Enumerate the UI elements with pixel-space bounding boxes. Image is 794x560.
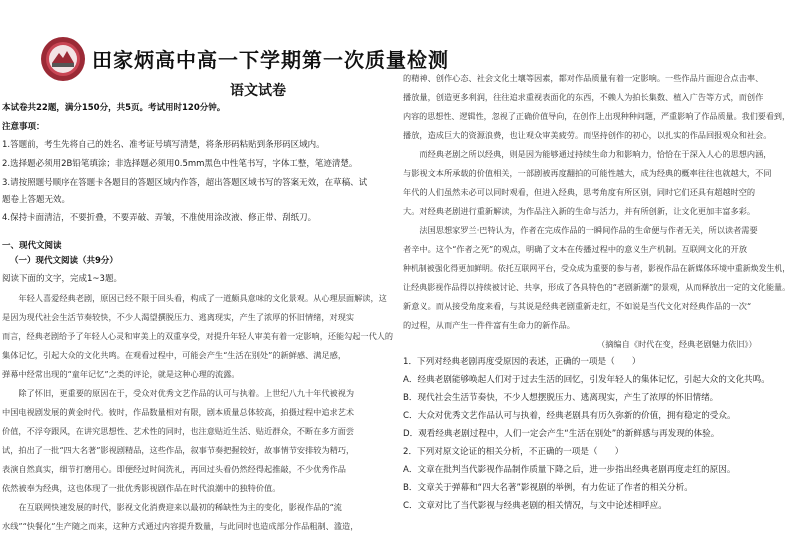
section-subheading: （一）现代文阅读（共9分）: [10, 256, 118, 266]
passage-line: 的过程，从而产生一件件富有生命力的新作品。: [403, 320, 575, 330]
passage-line: 新意义。而从接受角度来看，与其说是经典老剧重新走红，不如说是当代文化对经典作品的一次“: [403, 301, 752, 311]
instruction: 阅读下面的文字，完成1~3题。: [2, 274, 122, 284]
notice-item: 1.答题前，考生先将自己的姓名、准考证号填写清楚，将条形码粘贴到条形码区域内。: [2, 140, 325, 150]
passage-line: 而言，经典老剧给予了年轻人心灵和审美上的双重享受，对提升年轻人审美有着一定影响，还能勾起一代人的: [2, 331, 394, 341]
passage-line: 是因为现代社会生活节奏较快，不少人渴望撰脱压力、逃离现实，产生了浓厚的怀旧情绪，对现实: [2, 312, 355, 322]
question-1-option-a: A．经典老剧能够唤起人们对于过去生活的回忆，引发年轻人的集体记忆，引起大众的文化共鸣。: [403, 375, 770, 385]
passage-line: 中国电视剧发展的黄金时代。彼时，作品数量相对有限，剧本质量总体较高，拍摄过程中追求艺术: [2, 407, 355, 417]
passage-line: 水线”“快餐化”生产随之而来，这种方式通过内容提升数量，与此同时也造成部分作品粗制、滥造，: [2, 521, 359, 531]
passage-line: 种机制被强化得更加鲜明。依托互联网平台，受众成为重要的参与者，影视作品在新媒体环境中重新焕发生机，: [403, 263, 791, 273]
notice-heading: 注意事项：: [2, 122, 45, 132]
question-1-option-c: C．大众对优秀文艺作品认可与执着，经典老剧具有历久弥新的价值，拥有稳定的受众。: [403, 411, 736, 421]
section-heading: 一、现代文阅读: [2, 241, 62, 251]
passage-line: 价值，不浮夸跟风，在讲究思想性、艺术性的同时，也注意贴近生活、贴近群众，不断在多方面尝: [2, 426, 355, 436]
passage-line: 者辛中。这个“作者之死”的观点，明确了文本在传播过程中的意义生产机制。互联网文化的开放: [403, 244, 748, 254]
passage-line: 大。对经典老剧进行重新解读，为作品注入新的生命与活力，并有所创新，让文化更加丰富多彩。: [403, 206, 756, 216]
passage-line: 在互联网快速发展的时代，影视文化消费迎来以最初的稀缺性为主的变化，影视作品的“流: [2, 502, 342, 512]
passage-line: 内容的思想性、逻辑性，忽视了正确价值导向，在创作上出现种种问题，严重影响了作品质量。我们要看到，: [403, 111, 791, 121]
notice-item: 题卷上答题无效。: [2, 195, 71, 205]
passage-line: 让经典影视作品得以持续被讨论、共享，形成了各具特色的“老剧新潮”的景观，从而释放出一定的文化能量。: [403, 282, 791, 292]
question-2-option-c: C．文章对比了当代影视与经典老剧的相关情况，与文中论述相呼应。: [403, 501, 667, 511]
right-column: [397, 0, 794, 560]
passage-line: 除了怀旧，更重要的原因在于，受众对优秀文艺作品的认可与执着。上世纪八九十年代被视为: [2, 388, 355, 398]
passage-line: 的精神、创作心态、社会文化土壤等因素，都对作品质量有着一定影响。一些作品片面迎合点击率、: [403, 73, 764, 83]
question-1-option-b: B．现代社会生活节奏快，不少人想摆脱压力、逃离现实，产生了浓厚的怀旧情绪。: [403, 393, 719, 403]
passage-line: 表演自然真实，细节打磨用心。即便经过时间洗礼，再回过头看仍然经得起推敲，不少优秀作品: [2, 464, 346, 474]
question-2-option-b: B．文章关于弹幕和“四大名著”影视剧的举例，有力佐证了作者的相关分析。: [403, 483, 693, 493]
passage-line: 播放，造成巨大的资源浪费，也让观众审美疲劳。而坚持创作的初心，以扎实的作品回报观众和社会。: [403, 130, 772, 140]
question-2-option-a: A．文章在批判当代影视作品制作质量下降之后，进一步指出经典老剧再度走红的原因。: [403, 465, 736, 475]
question-1-stem: 1．下列对经典老剧再度受原因的表述，正确的一项是（ ）: [403, 357, 641, 367]
passage-line: 法国思想家罗兰·巴特认为，作者在完成作品的一瞬间作品的生命便与作者无关，所以读者需要: [403, 225, 758, 235]
notice-item: 3.请按照题号顺序在答题卡各题目的答题区域内作答，超出答题区域书写的答案无效，在草稿、试: [2, 178, 368, 188]
passage-line: 而经典老剧之所以经典，则是因为能够通过持续生命力和影响力，恰恰在于深入人心的思想内涵，: [403, 149, 772, 159]
passage-line: 集体记忆，引起大众的文化共鸣。在观看过程中，可能会产生“生活在别处”的新鲜感、满足感，: [2, 350, 347, 360]
question-2-stem: 2．下列对原文论证的相关分析，不正确的一项是（ ）: [403, 447, 624, 457]
passage-line: 播放量，创造更多利润，往往追求重视表面化的东西，不赖人为拍长集数、植入广告等方式，而创作: [403, 92, 764, 102]
passage-line: 弹幕中经常出现的“童年记忆”之类的评论，就是这种心理的流露。: [2, 369, 240, 379]
school-logo-icon: [40, 36, 86, 82]
passage-line: 年代的人们虽然未必可以同时观看，但进入经典，思考角度有所区别，同时它们还具有超越时空的: [403, 187, 756, 197]
passage-source: （摘编自《时代在变，经典老剧魅力依旧》）: [597, 339, 757, 349]
passage-line: 试，拍出了一批“四大名著”影视剧精品，这些作品，叙事节奏把握较好，故事情节安排较为精巧，: [2, 445, 355, 455]
notice-item: 4.保持卡面清洁，不要折叠，不要弄破、弄皱，不准使用涂改液、修正带、刮纸刀。: [2, 213, 317, 223]
question-1-option-d: D．观看经典老剧过程中，人们一定会产生“生活在别处”的新鲜感与再发现的体验。: [403, 429, 720, 439]
notice-item: 2.选择题必须用2B铅笔填涂；非选择题必须用0.5mm黑色中性笔书写，字体工整，笔迹清楚。: [2, 159, 358, 169]
subject-title: 语文试卷: [230, 83, 286, 99]
passage-line: 年轻人喜爱经典老剧，原因已经不限于回头看，构成了一道颇具意味的文化景观。从心理层面解读，这: [2, 293, 387, 303]
passage-line: 依然被奉为经典，这也体现了一批优秀影视剧作品在时代浪潮中的独特价值。: [2, 483, 281, 493]
exam-title: 田家炳高中高一下学期第一次质量检测: [92, 48, 449, 72]
paper-info: 本试卷共22题，满分150分，共5页。考试用时120分钟。: [2, 103, 226, 113]
passage-line: 与影视文本所承载的价值相关，一部剧被再度翻拍的可能性越大，成为经典的概率往往也就越大，不同: [403, 168, 772, 178]
